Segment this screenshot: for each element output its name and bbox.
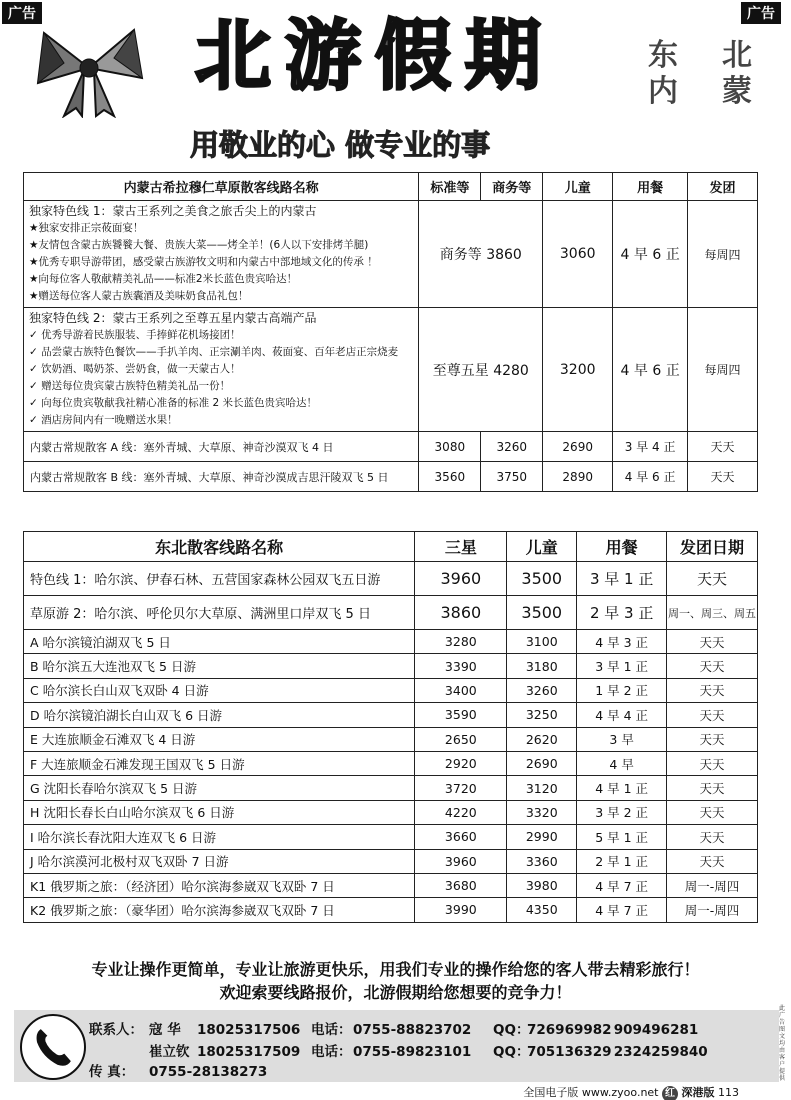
route-3star: 3680 bbox=[415, 873, 507, 897]
route-name: 草原游 2：哈尔滨、呼伦贝尔大草原、满洲里口岸双飞 5 日 bbox=[24, 596, 415, 630]
route-3star: 4220 bbox=[415, 800, 507, 824]
footer-tagline-1: 专业让操作更简单，专业让旅游更快乐，用我们专业的操作给您的客人带去精彩旅行！ bbox=[91, 960, 700, 979]
contact-mobile-1: 18025317506 bbox=[197, 1022, 301, 1038]
route-name: I 哈尔滨长春沈阳大连双飞 6 日游 bbox=[24, 825, 415, 849]
table-row bbox=[24, 776, 758, 800]
table-row bbox=[24, 800, 758, 824]
table-row bbox=[24, 727, 758, 751]
route-3star: 3660 bbox=[415, 825, 507, 849]
contact-person-1: 寇 华 bbox=[149, 1022, 181, 1038]
route-meals: 1 早 2 正 bbox=[577, 678, 667, 702]
route-name: B 哈尔滨五大连池双飞 5 日游 bbox=[24, 654, 415, 678]
route-departure: 天天 bbox=[667, 654, 758, 678]
regular-a-business: 3260 bbox=[481, 432, 543, 462]
header-departure: 发团 bbox=[688, 173, 758, 201]
special2-meals: 4 早 6 正 bbox=[613, 308, 688, 432]
bow-icon bbox=[34, 28, 144, 118]
route-departure: 周一-周四 bbox=[667, 898, 758, 922]
route-3star: 2920 bbox=[415, 751, 507, 775]
regular-a-child: 2690 bbox=[543, 432, 613, 462]
special-route-2 bbox=[24, 308, 758, 432]
route-meals: 4 早 3 正 bbox=[577, 630, 667, 654]
header-child: 儿童 bbox=[543, 173, 613, 201]
route-child: 4350 bbox=[507, 898, 577, 922]
route-name: A 哈尔滨镜泊湖双飞 5 日 bbox=[24, 630, 415, 654]
hong-badge: 红 bbox=[662, 1086, 678, 1100]
route-meals: 2 早 1 正 bbox=[577, 849, 667, 873]
region-bei: 北 bbox=[722, 38, 756, 73]
table-row bbox=[24, 825, 758, 849]
route-departure: 天天 bbox=[667, 562, 758, 596]
contact-qq-2b: 2324259840 bbox=[613, 1044, 708, 1060]
ne-header-departure: 发团日期 bbox=[667, 532, 758, 562]
contact-qq-1b: 909496281 bbox=[613, 1022, 699, 1038]
special2-child: 3200 bbox=[543, 308, 613, 432]
side-note: 此广告图文均由客户提供 bbox=[779, 1005, 786, 1082]
header-standard: 标准等 bbox=[419, 173, 481, 201]
route-child: 3320 bbox=[507, 800, 577, 824]
route-name: H 沈阳长春长白山哈尔滨双飞 6 日游 bbox=[24, 800, 415, 824]
table-row bbox=[24, 898, 758, 922]
regular-b-meals: 4 早 6 正 bbox=[613, 462, 688, 492]
route-3star: 3860 bbox=[415, 596, 507, 630]
special2-line: ✓ 赠送每位贵宾蒙古族特色精美礼品一份！ bbox=[29, 380, 231, 392]
route-meals: 2 早 3 正 bbox=[577, 596, 667, 630]
contact-row-2 bbox=[89, 1040, 708, 1060]
route-name: D 哈尔滨镜泊湖长白山双飞 6 日游 bbox=[24, 703, 415, 727]
ne-header-3star: 三星 bbox=[415, 532, 507, 562]
fax-label: 传 真： bbox=[89, 1064, 135, 1080]
contact-tel-2: 0755-89823101 bbox=[353, 1044, 472, 1060]
special2-line: ✓ 饮奶酒、喝奶茶、尝奶食，做一天蒙古人！ bbox=[29, 363, 241, 375]
regular-route-a bbox=[24, 432, 758, 462]
special-route-1 bbox=[24, 201, 758, 308]
special1-departure: 每周四 bbox=[688, 201, 758, 308]
route-3star: 3720 bbox=[415, 776, 507, 800]
route-departure: 天天 bbox=[667, 727, 758, 751]
regular-a-departure: 天天 bbox=[688, 432, 758, 462]
table-row bbox=[24, 849, 758, 873]
route-departure: 周一、周三、周五 bbox=[667, 596, 758, 630]
route-child: 3500 bbox=[507, 596, 577, 630]
route-meals: 3 早 2 正 bbox=[577, 800, 667, 824]
route-departure: 天天 bbox=[667, 800, 758, 824]
route-meals: 4 早 bbox=[577, 751, 667, 775]
route-name: E 大连旅顺金石滩双飞 4 日游 bbox=[24, 727, 415, 751]
special2-title: 独家特色线 2：蒙古王系列之至尊五星内蒙古高端产品 bbox=[29, 311, 317, 325]
regular-b-child: 2890 bbox=[543, 462, 613, 492]
special1-line: ★赠送每位客人蒙古族囊酒及美味奶食品礼包！ bbox=[29, 290, 249, 302]
route-meals: 3 早 1 正 bbox=[577, 654, 667, 678]
tel-label: 电话： bbox=[311, 1044, 352, 1060]
special1-meals: 4 早 6 正 bbox=[613, 201, 688, 308]
special2-description bbox=[24, 308, 419, 432]
regular-b-departure: 天天 bbox=[688, 462, 758, 492]
route-child: 3180 bbox=[507, 654, 577, 678]
regular-b-business: 3750 bbox=[481, 462, 543, 492]
route-3star: 3390 bbox=[415, 654, 507, 678]
route-name: K1 俄罗斯之旅：（经济团）哈尔滨海参崴双飞双卧 7 日 bbox=[24, 873, 415, 897]
route-3star: 3960 bbox=[415, 562, 507, 596]
route-3star: 3960 bbox=[415, 849, 507, 873]
route-child: 3260 bbox=[507, 678, 577, 702]
route-departure: 周一-周四 bbox=[667, 873, 758, 897]
qq-label: QQ： bbox=[493, 1044, 530, 1060]
table-row bbox=[24, 654, 758, 678]
route-child: 3360 bbox=[507, 849, 577, 873]
route-name: J 哈尔滨漠河北极村双飞双卧 7 日游 bbox=[24, 849, 415, 873]
ne-header-meals: 用餐 bbox=[577, 532, 667, 562]
special1-child: 3060 bbox=[543, 201, 613, 308]
ne-header-child: 儿童 bbox=[507, 532, 577, 562]
route-meals: 3 早 bbox=[577, 727, 667, 751]
inner-mongolia-table bbox=[23, 172, 758, 492]
route-child: 2690 bbox=[507, 751, 577, 775]
route-child: 3250 bbox=[507, 703, 577, 727]
contact-row-1 bbox=[89, 1018, 698, 1038]
table-row bbox=[24, 703, 758, 727]
regular-a-meals: 3 早 4 正 bbox=[613, 432, 688, 462]
region-nei: 内 bbox=[648, 74, 682, 109]
table-row bbox=[24, 751, 758, 775]
special2-line: ✓ 优秀导游着民族服装、手捧鲜花机场接团！ bbox=[29, 329, 241, 341]
region-labels bbox=[648, 38, 756, 110]
route-name: 特色线 1：哈尔滨、伊春石林、五营国家森林公园双飞五日游 bbox=[24, 562, 415, 596]
header-business: 商务等 bbox=[481, 173, 543, 201]
page-footer bbox=[523, 1084, 739, 1100]
route-meals: 5 早 1 正 bbox=[577, 825, 667, 849]
region-meng: 蒙 bbox=[722, 74, 756, 109]
regular-b-name: 内蒙古常规散客 B 线：塞外青城、大草原、神奇沙漠成吉思汗陵双飞 5 日 bbox=[24, 462, 419, 492]
site-url: 全国电子版 www.zyoo.net bbox=[523, 1086, 659, 1099]
contact-qq-1a: 726969982 bbox=[527, 1022, 612, 1038]
tel-label: 电话： bbox=[311, 1022, 352, 1038]
special1-title: 独家特色线 1：蒙古王系列之美食之旅舌尖上的内蒙古 bbox=[29, 204, 317, 218]
regular-b-standard: 3560 bbox=[419, 462, 481, 492]
route-departure: 天天 bbox=[667, 703, 758, 727]
special2-line: ✓ 酒店房间内有一晚赠送水果！ bbox=[29, 414, 178, 426]
route-meals: 4 早 4 正 bbox=[577, 703, 667, 727]
special2-line: ✓ 品尝蒙古族特色餐饮——手扒羊肉、正宗涮羊肉、莜面宴、百年老店正宗烧麦 bbox=[29, 346, 399, 358]
regular-a-name: 内蒙古常规散客 A 线：塞外青城、大草原、神奇沙漠双飞 4 日 bbox=[24, 432, 419, 462]
phone-icon bbox=[20, 1014, 86, 1080]
contact-person-2: 崔立钦 bbox=[149, 1044, 190, 1060]
header-meals: 用餐 bbox=[613, 173, 688, 201]
table-row bbox=[24, 596, 758, 630]
contact-label: 联系人： bbox=[89, 1022, 143, 1038]
special2-line: ✓ 向每位贵宾敬献我社精心准备的标准 2 米长蓝色贵宾哈达！ bbox=[29, 397, 317, 409]
route-3star: 3400 bbox=[415, 678, 507, 702]
header-route: 内蒙古希拉穆仁草原散客线路名称 bbox=[24, 173, 419, 201]
ne-header-route: 东北散客线路名称 bbox=[24, 532, 415, 562]
regular-route-b bbox=[24, 462, 758, 492]
route-name: F 大连旅顺金石滩发现王国双飞 5 日游 bbox=[24, 751, 415, 775]
special1-line: ★优秀专职导游带团，感受蒙古族游牧文明和内蒙古中部地域文化的传承 ！ bbox=[29, 256, 378, 268]
route-child: 2620 bbox=[507, 727, 577, 751]
special1-line: ★独家安排正宗莜面宴！ bbox=[29, 222, 144, 234]
table-row bbox=[24, 678, 758, 702]
ad-tag-left: 广告 bbox=[2, 2, 42, 24]
route-meals: 4 早 1 正 bbox=[577, 776, 667, 800]
route-departure: 天天 bbox=[667, 751, 758, 775]
ad-tag-right: 广告 bbox=[741, 2, 781, 24]
route-3star: 2650 bbox=[415, 727, 507, 751]
route-departure: 天天 bbox=[667, 630, 758, 654]
contact-box bbox=[14, 1010, 779, 1082]
route-name: C 哈尔滨长白山双飞双卧 4 日游 bbox=[24, 678, 415, 702]
contact-qq-2a: 705136329 bbox=[527, 1044, 612, 1060]
contact-fax: 0755-28138273 bbox=[149, 1064, 268, 1080]
table-row bbox=[24, 630, 758, 654]
route-departure: 天天 bbox=[667, 776, 758, 800]
table-row bbox=[24, 873, 758, 897]
route-child: 3980 bbox=[507, 873, 577, 897]
special1-line: ★向每位客人敬献精美礼品——标准2米长蓝色贵宾哈达！ bbox=[29, 273, 298, 285]
route-3star: 3590 bbox=[415, 703, 507, 727]
route-departure: 天天 bbox=[667, 825, 758, 849]
special1-description bbox=[24, 201, 419, 308]
route-departure: 天天 bbox=[667, 849, 758, 873]
special1-line: ★友情包含蒙古族饕餮大餐、贵族大菜——烤全羊！(6人以下安排烤羊腿) bbox=[29, 239, 369, 251]
special2-price: 至尊五星 4280 bbox=[419, 308, 543, 432]
table-row bbox=[24, 562, 758, 596]
route-child: 2990 bbox=[507, 825, 577, 849]
regular-a-standard: 3080 bbox=[419, 432, 481, 462]
northeast-table bbox=[23, 531, 758, 923]
contact-row-3 bbox=[89, 1060, 267, 1080]
contact-mobile-2: 18025317509 bbox=[197, 1044, 301, 1060]
qq-label: QQ： bbox=[493, 1022, 530, 1038]
route-child: 3500 bbox=[507, 562, 577, 596]
slogan: 用敬业的心 做专业的事 bbox=[190, 128, 491, 162]
region-dong: 东 bbox=[648, 38, 682, 73]
page-number: 113 bbox=[718, 1086, 739, 1099]
route-name: G 沈阳长春哈尔滨双飞 5 日游 bbox=[24, 776, 415, 800]
special2-departure: 每周四 bbox=[688, 308, 758, 432]
special1-price: 商务等 3860 bbox=[419, 201, 543, 308]
route-name: K2 俄罗斯之旅：（豪华团）哈尔滨海参崴双飞双卧 7 日 bbox=[24, 898, 415, 922]
route-3star: 3990 bbox=[415, 898, 507, 922]
edition-label: 深港版 bbox=[681, 1086, 715, 1099]
route-meals: 3 早 1 正 bbox=[577, 562, 667, 596]
footer-tagline-2: 欢迎索要线路报价，北游假期给您想要的竞争力！ bbox=[219, 983, 572, 1002]
contact-tel-1: 0755-88823702 bbox=[353, 1022, 472, 1038]
route-3star: 3280 bbox=[415, 630, 507, 654]
brand-title: 北游假期 bbox=[195, 11, 555, 100]
route-meals: 4 早 7 正 bbox=[577, 873, 667, 897]
route-child: 3120 bbox=[507, 776, 577, 800]
route-meals: 4 早 7 正 bbox=[577, 898, 667, 922]
route-child: 3100 bbox=[507, 630, 577, 654]
route-departure: 天天 bbox=[667, 678, 758, 702]
